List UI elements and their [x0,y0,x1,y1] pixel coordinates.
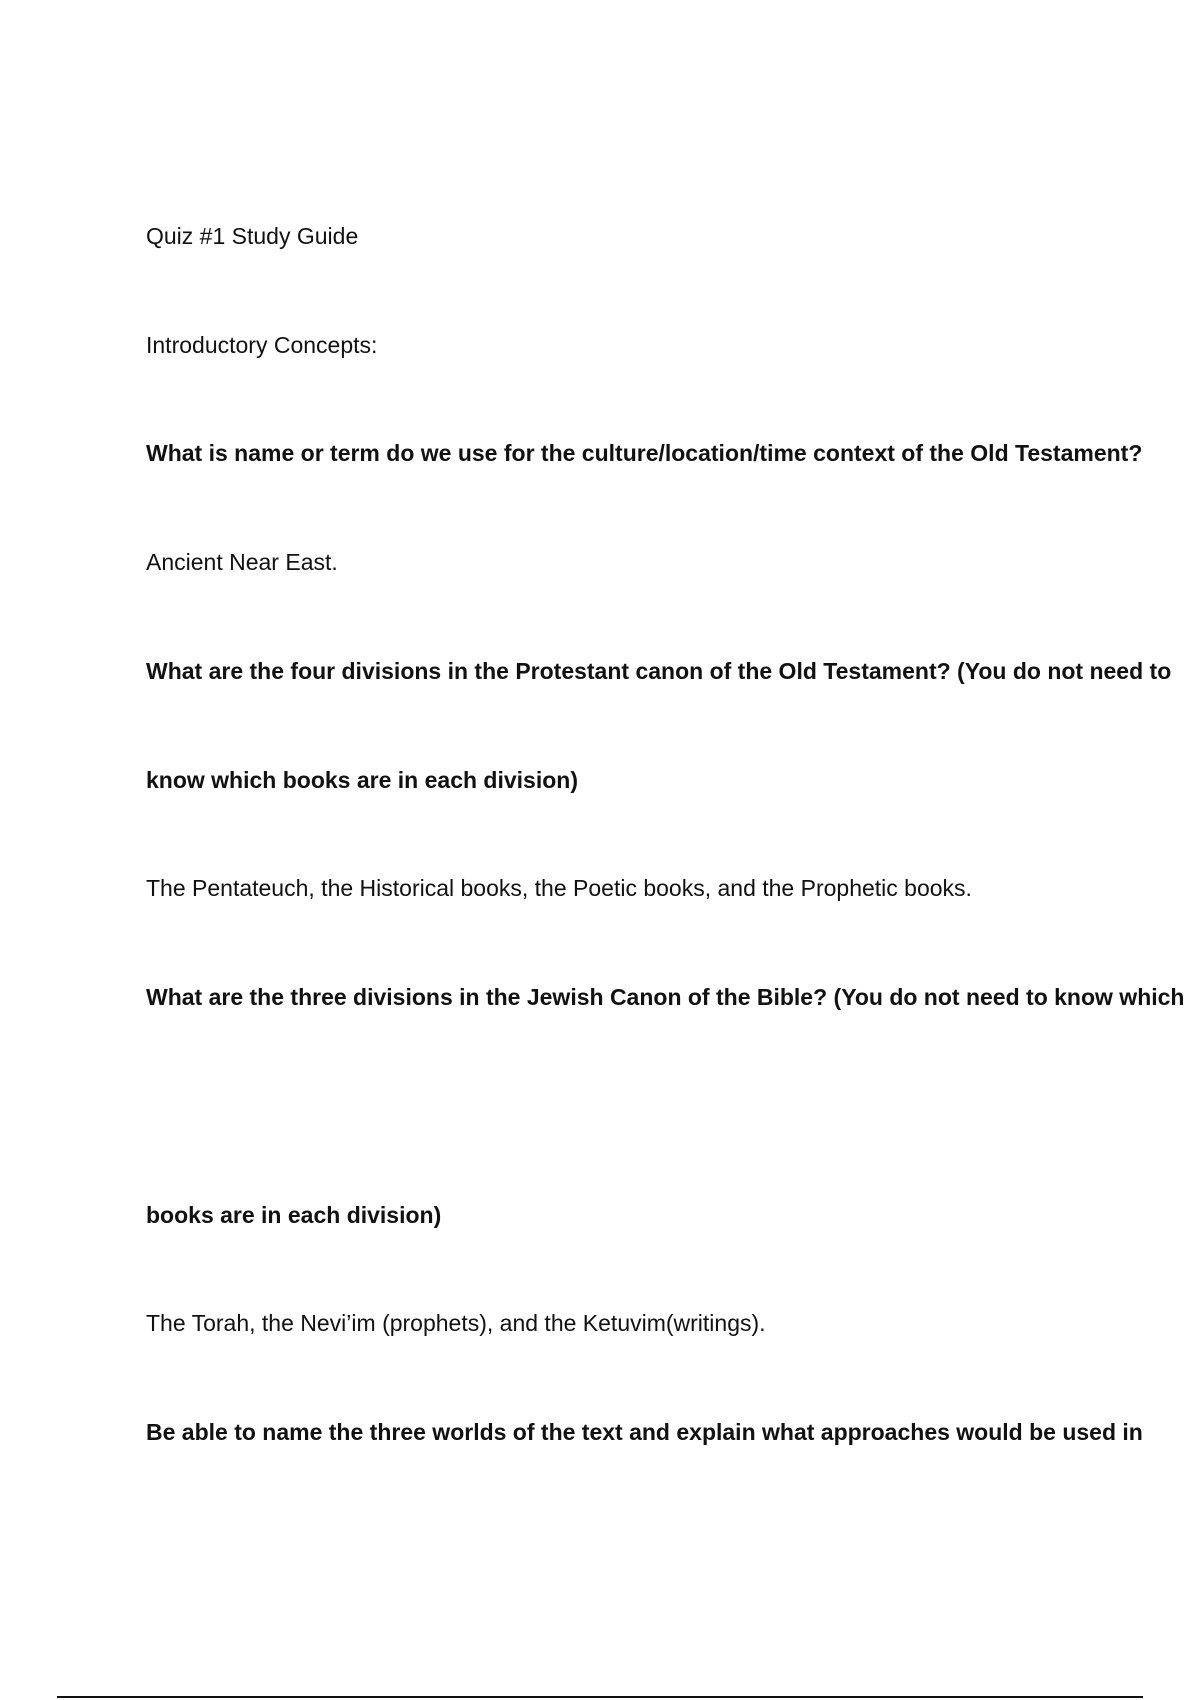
answer-2: The Pentateuch, the Historical books, the Poetic books, and the Prophetic books. [146,875,972,901]
section-heading: Introductory Concepts: [146,332,378,358]
page-divider [57,1696,1143,1698]
document-title: Quiz #1 Study Guide [146,223,359,249]
question-4-line-1: Be able to name the three worlds of the text and explain what approaches would be used in [146,1419,1143,1445]
question-1: What is name or term do we use for the culture/location/time context of the Old Testament? [146,440,1143,466]
question-3-line-1: What are the three divisions in the Jewish Canon of the Bible? (You do not need to know which [146,984,1185,1010]
question-3-line-2: books are in each division) [146,1202,442,1228]
answer-1: Ancient Near East. [146,549,338,575]
answer-3: The Torah, the Nevi’im (prophets), and the Ketuvim(writings). [146,1310,766,1336]
question-2-line-2: know which books are in each division) [146,767,578,793]
question-2-line-1: What are the four divisions in the Protestant canon of the Old Testament? (You do not need to [146,658,1172,684]
